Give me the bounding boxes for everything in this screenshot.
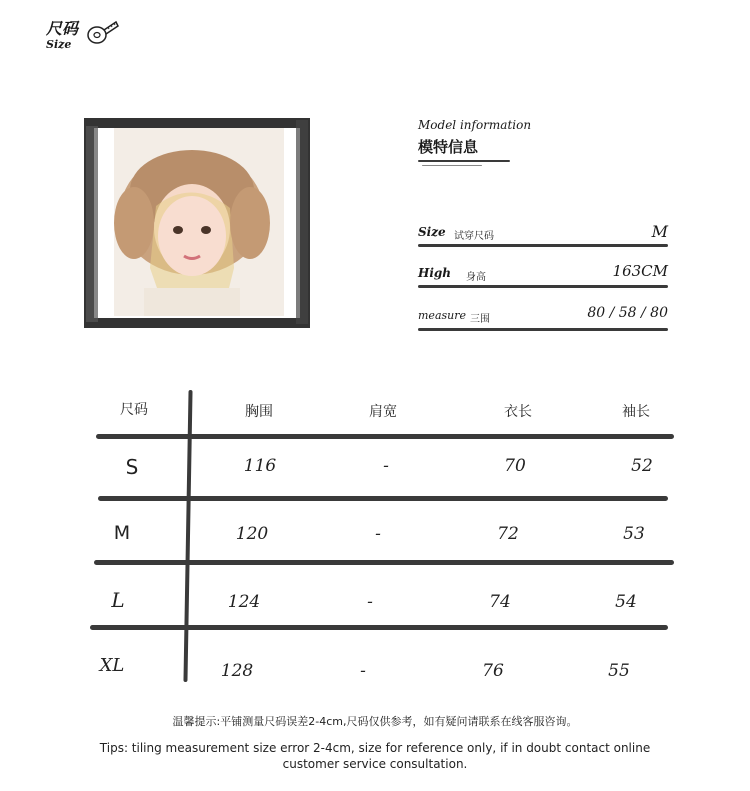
table-row-xl-chest: 128 xyxy=(220,661,254,681)
table-row-l-length: 74 xyxy=(489,592,511,612)
table-line-2 xyxy=(94,560,674,565)
model-size-line xyxy=(418,244,668,247)
model-size-label-en: Size xyxy=(418,225,446,239)
size-title-cn: 尺码 xyxy=(46,19,79,38)
model-info-title-cn: 模特信息 xyxy=(418,138,479,156)
model-measure-label-cn: 三围 xyxy=(470,314,490,325)
table-row-s-shoulder: - xyxy=(383,456,389,476)
model-size-value: M xyxy=(651,222,668,241)
model-height-value: 163CM xyxy=(612,262,668,280)
model-info-underline xyxy=(418,160,510,162)
model-measure-value: 80 / 58 / 80 xyxy=(587,305,668,321)
table-row-l-sleeve: 54 xyxy=(615,592,637,612)
table-row-m-sleeve: 53 xyxy=(623,524,645,544)
model-height-label-en: High xyxy=(418,266,452,280)
table-line-3 xyxy=(90,625,668,630)
note-en-line2: customer service consultation. xyxy=(282,757,468,771)
table-row-l-chest: 124 xyxy=(227,592,261,612)
header-shoulder: 肩宽 xyxy=(369,404,397,420)
table-row-s-sleeve: 52 xyxy=(631,456,653,476)
model-info-underline-2 xyxy=(422,165,482,166)
table-row-l-shoulder: - xyxy=(367,592,373,612)
note-cn: 温馨提示:平铺测量尺码误差2-4cm,尺码仅供参考，如有疑问请联系在线客服咨询。 xyxy=(172,715,578,728)
header-sleeve: 袖长 xyxy=(622,404,650,420)
table-row-xl-shoulder: - xyxy=(360,661,366,681)
table-row-m-chest: 120 xyxy=(235,524,269,544)
table-row-s-chest: 116 xyxy=(243,456,277,476)
note-en-line1: Tips: tiling measurement size error 2-4cm, size for reference only, if in doubt contact online xyxy=(99,741,651,755)
model-height-line xyxy=(418,285,668,288)
model-info-title-en: Model information xyxy=(418,118,532,132)
header-length: 衣长 xyxy=(504,404,532,420)
header-chest: 胸围 xyxy=(245,404,273,420)
model-measure-label-en: measure xyxy=(418,309,466,322)
table-row-xl-length: 76 xyxy=(482,661,504,681)
model-photo xyxy=(84,118,310,328)
table-row-xl-size: XL xyxy=(99,655,125,676)
table-line-1 xyxy=(98,496,668,501)
model-size-label-cn: 试穿尺码 xyxy=(454,231,494,242)
table-row-m-size: M xyxy=(113,522,131,544)
header-size: 尺码 xyxy=(120,402,148,418)
tape-measure-icon xyxy=(84,18,120,48)
table-row-m-length: 72 xyxy=(497,524,519,544)
size-title-en: Size xyxy=(46,38,72,51)
table-row-s-length: 70 xyxy=(504,456,526,476)
table-row-m-shoulder: - xyxy=(375,524,381,544)
model-height-label-cn: 身高 xyxy=(466,272,486,283)
table-row-l-size: L xyxy=(111,588,125,612)
table-row-xl-sleeve: 55 xyxy=(608,661,630,681)
table-line-header xyxy=(96,434,674,439)
table-row-s-size: S xyxy=(125,455,139,479)
model-measure-line xyxy=(418,328,668,331)
